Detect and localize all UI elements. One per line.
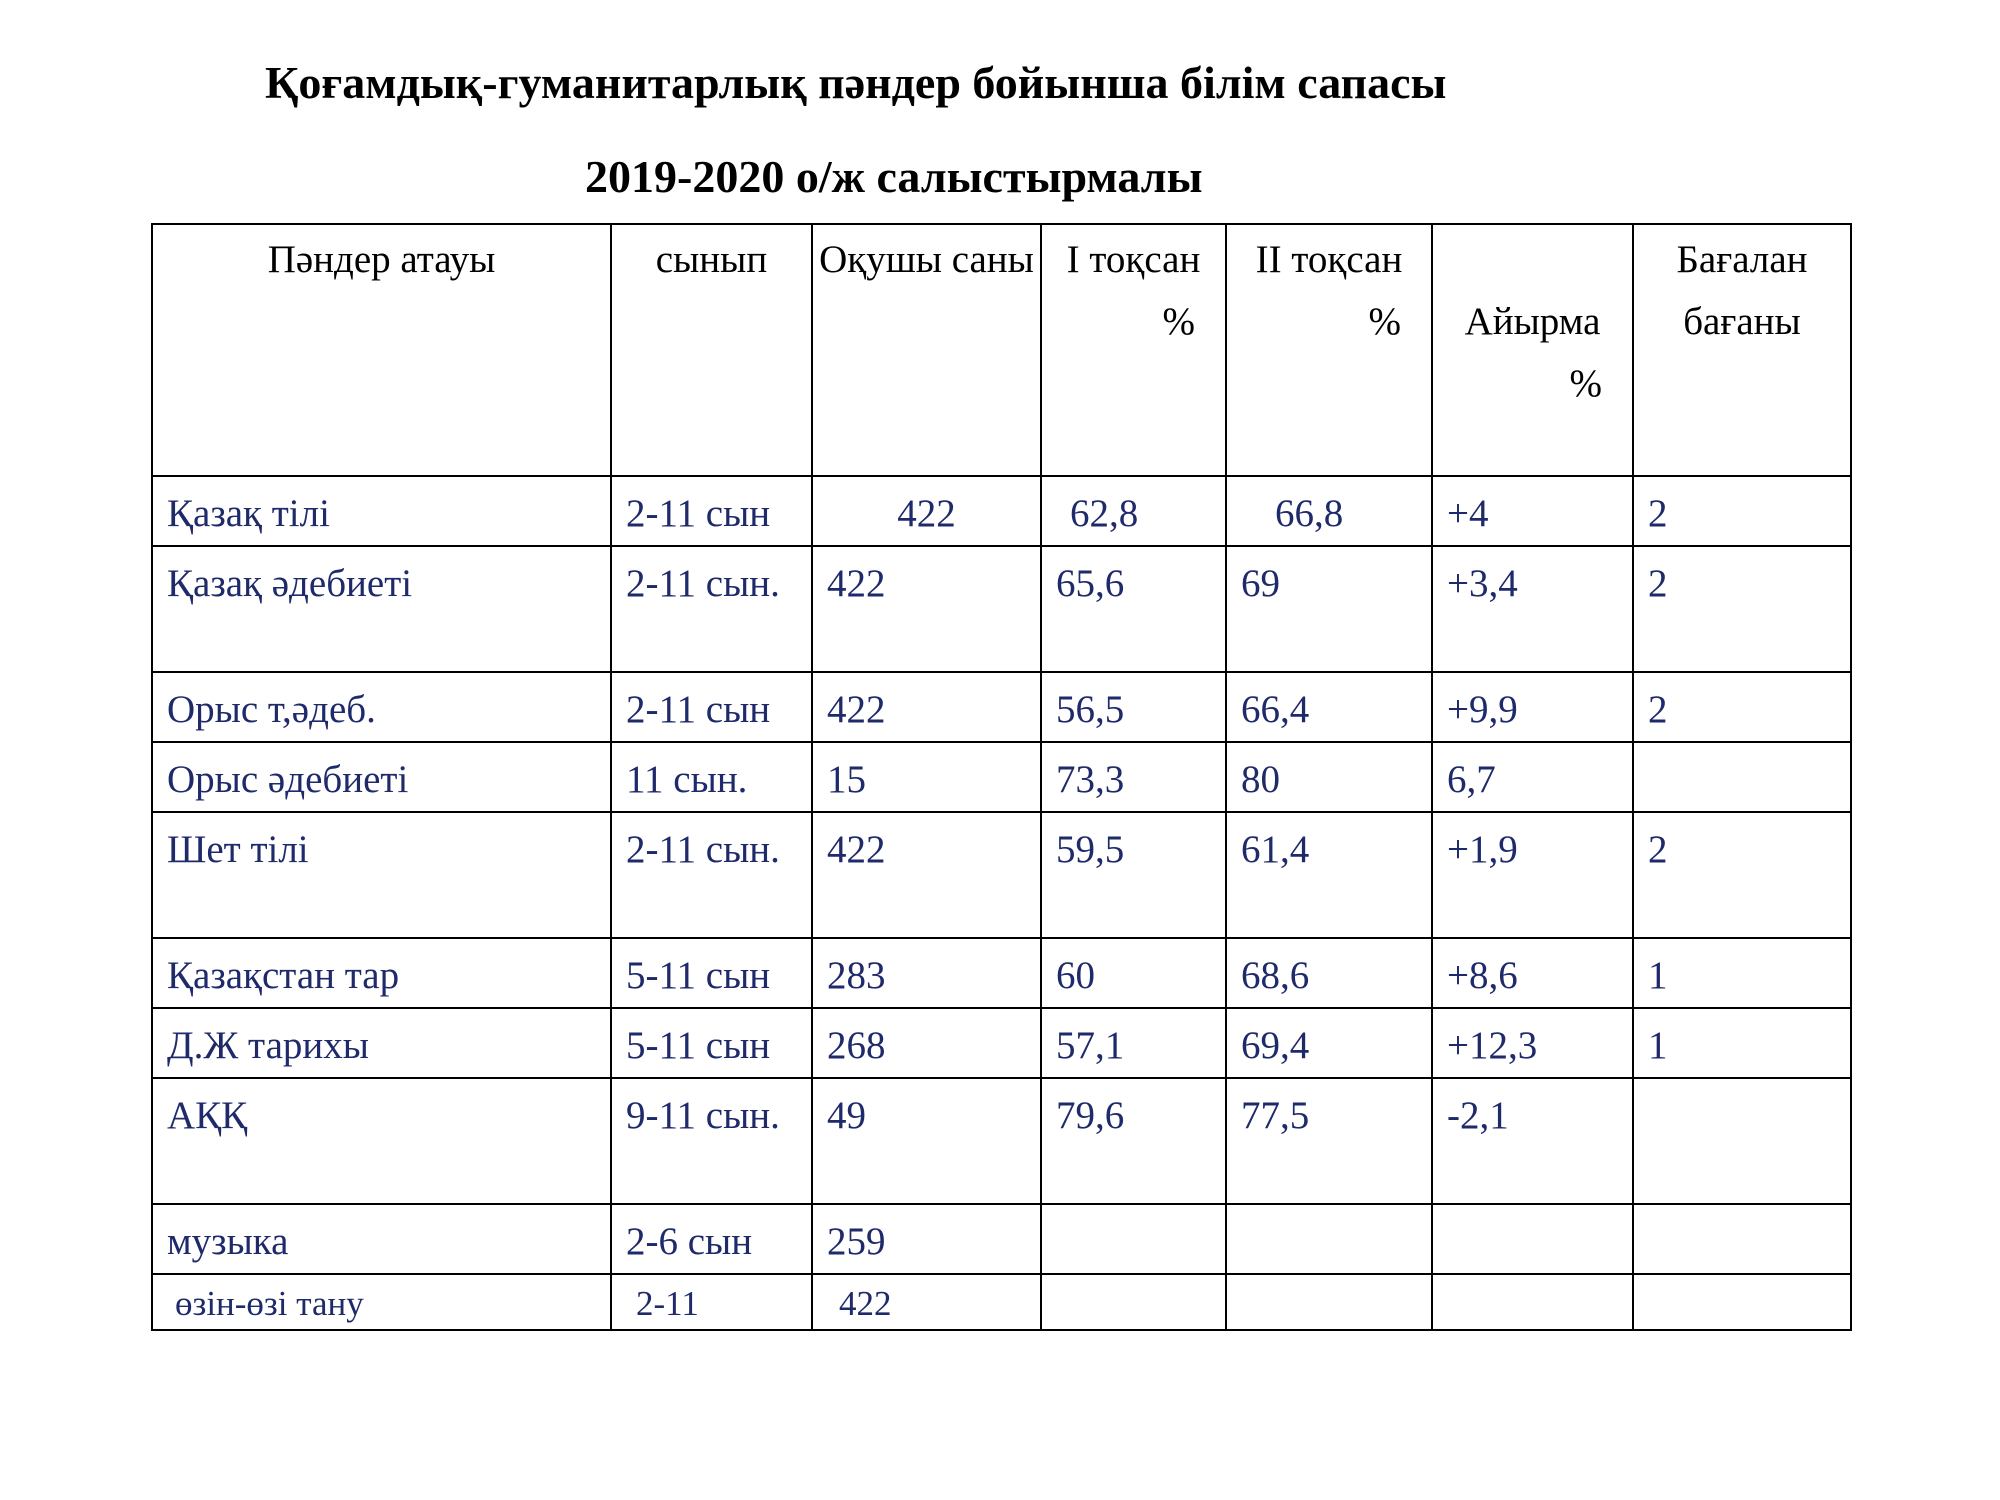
cell-diff: [1432, 1274, 1633, 1330]
table-row: [152, 742, 1851, 812]
cell-students: 15: [812, 742, 1041, 812]
cell-diff: +1,9: [1432, 812, 1633, 938]
header-diff: Айырма %: [1432, 224, 1633, 476]
table-row: [152, 812, 1851, 938]
cell-diff: +9,9: [1432, 672, 1633, 742]
cell-students: 422: [812, 672, 1041, 742]
cell-q2: 66,4: [1226, 672, 1432, 742]
cell-q1: 62,8: [1041, 476, 1226, 546]
table-row: [152, 1078, 1851, 1204]
header-graded: Бағалан бағаны: [1633, 224, 1851, 476]
header-q2: ІІ тоқсан %: [1226, 224, 1432, 476]
cell-q1: 65,6: [1041, 546, 1226, 672]
table-row: [152, 1274, 1851, 1330]
header-subject: Пәндер атауы: [152, 224, 611, 476]
cell-graded: 2: [1633, 672, 1851, 742]
cell-grade: 5-11 сын: [611, 938, 812, 1008]
cell-students: 49: [812, 1078, 1041, 1204]
quality-table: [151, 223, 1852, 1331]
cell-subject: Д.Ж тарихы: [152, 1008, 611, 1078]
cell-diff: +4: [1432, 476, 1633, 546]
cell-grade: 11 сын.: [611, 742, 812, 812]
cell-q2: 69: [1226, 546, 1432, 672]
cell-grade: 2-11 сын: [611, 476, 812, 546]
cell-q1: [1041, 1274, 1226, 1330]
cell-grade: 2-11: [611, 1274, 812, 1330]
cell-diff: -2,1: [1432, 1078, 1633, 1204]
cell-q2: 68,6: [1226, 938, 1432, 1008]
cell-subject: АҚҚ: [152, 1078, 611, 1204]
cell-graded: 1: [1633, 1008, 1851, 1078]
page-subtitle: 2019-2020 о/ж салыстырмалы: [585, 151, 1203, 202]
cell-grade: 2-11 сын: [611, 672, 812, 742]
cell-diff: 6,7: [1432, 742, 1633, 812]
cell-students: 422: [812, 812, 1041, 938]
cell-q2: [1226, 1274, 1432, 1330]
cell-q1: [1041, 1204, 1226, 1274]
cell-q1: 73,3: [1041, 742, 1226, 812]
cell-grade: 9-11 сын.: [611, 1078, 812, 1204]
table-row: [152, 476, 1851, 546]
cell-grade: 2-11 сын.: [611, 812, 812, 938]
cell-grade: 2-11 сын.: [611, 546, 812, 672]
cell-students: 259: [812, 1204, 1041, 1274]
table-row: [152, 1008, 1851, 1078]
cell-grade: 2-6 сын: [611, 1204, 812, 1274]
cell-subject: музыка: [152, 1204, 611, 1274]
cell-graded: [1633, 742, 1851, 812]
cell-diff: +3,4: [1432, 546, 1633, 672]
cell-q2: 66,8: [1226, 476, 1432, 546]
cell-diff: [1432, 1204, 1633, 1274]
page-title: Қоғамдық-гуманитарлық пәндер бойынша білім сапасы: [265, 57, 1447, 108]
cell-q1: 79,6: [1041, 1078, 1226, 1204]
cell-q2: 61,4: [1226, 812, 1432, 938]
table-row: [152, 938, 1851, 1008]
cell-q2: 80: [1226, 742, 1432, 812]
cell-subject: Қазақстан тар: [152, 938, 611, 1008]
header-grade: сынып: [611, 224, 812, 476]
cell-q2: 77,5: [1226, 1078, 1432, 1204]
cell-students: 268: [812, 1008, 1041, 1078]
cell-subject: Орыс т,әдеб.: [152, 672, 611, 742]
cell-students: 283: [812, 938, 1041, 1008]
cell-graded: 2: [1633, 546, 1851, 672]
cell-students: 422: [812, 476, 1041, 546]
cell-students: 422: [812, 546, 1041, 672]
cell-subject: Орыс әдебиеті: [152, 742, 611, 812]
table-row: [152, 672, 1851, 742]
cell-graded: 2: [1633, 812, 1851, 938]
table-row: [152, 1204, 1851, 1274]
cell-q2: [1226, 1204, 1432, 1274]
cell-subject: Қазақ тілі: [152, 476, 611, 546]
cell-subject: Шет тілі: [152, 812, 611, 938]
cell-subject: өзін-өзі тану: [152, 1274, 611, 1330]
cell-q1: 60: [1041, 938, 1226, 1008]
cell-q1: 56,5: [1041, 672, 1226, 742]
table-header-row: [152, 224, 1851, 476]
cell-grade: 5-11 сын: [611, 1008, 812, 1078]
cell-diff: +8,6: [1432, 938, 1633, 1008]
cell-graded: [1633, 1078, 1851, 1204]
cell-graded: [1633, 1274, 1851, 1330]
cell-q2: 69,4: [1226, 1008, 1432, 1078]
table-row: [152, 546, 1851, 672]
header-students: Оқушы саны: [812, 224, 1041, 476]
cell-subject: Қазақ әдебиеті: [152, 546, 611, 672]
cell-graded: 2: [1633, 476, 1851, 546]
cell-graded: 1: [1633, 938, 1851, 1008]
cell-graded: [1633, 1204, 1851, 1274]
cell-students: 422: [812, 1274, 1041, 1330]
cell-q1: 59,5: [1041, 812, 1226, 938]
header-q1: І тоқсан %: [1041, 224, 1226, 476]
cell-q1: 57,1: [1041, 1008, 1226, 1078]
cell-diff: +12,3: [1432, 1008, 1633, 1078]
